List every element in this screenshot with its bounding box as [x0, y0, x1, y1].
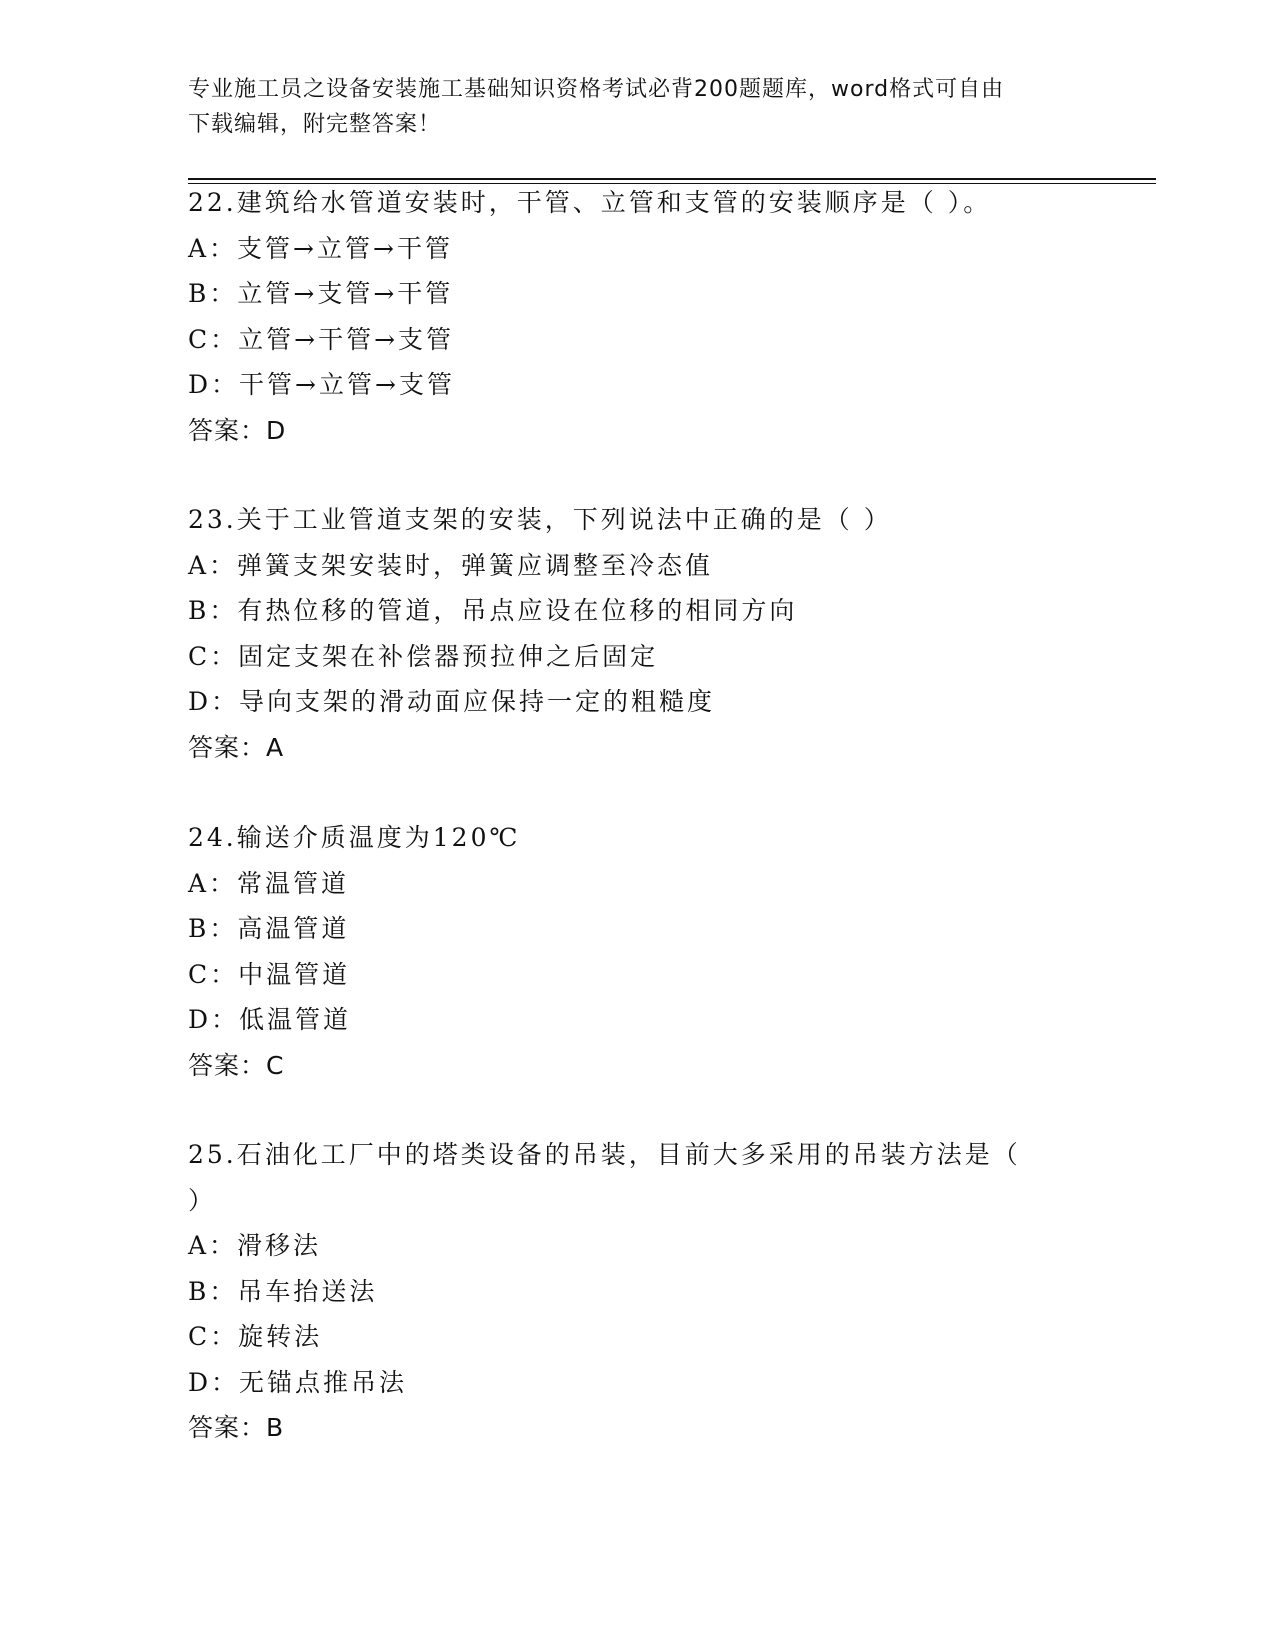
question-22	[188, 180, 1088, 453]
question-25	[188, 1132, 1088, 1451]
document-header	[188, 72, 1088, 142]
question-24	[188, 815, 1088, 1088]
header-line-2: 下载编辑，附完整答案！	[188, 112, 442, 137]
question-stem: 23.关于工业管道支架的安装，下列说法中正确的是（ ）	[188, 505, 892, 534]
question-stem: 22.建筑给水管道安装时，干管、立管和支管的安装顺序是（ ）。	[188, 188, 992, 217]
option-a: A：常温管道	[188, 868, 350, 898]
option-d: D：干管→立管→支管	[188, 370, 455, 399]
option-d: D：低温管道	[188, 1005, 352, 1034]
option-a: A：滑移法	[188, 1231, 322, 1260]
option-d: D：无锚点推吊法	[188, 1367, 408, 1397]
option-b: B：高温管道	[188, 914, 350, 943]
option-b: B：立管→支管→干管	[188, 279, 454, 308]
option-c: C：立管→干管→支管	[188, 324, 455, 354]
answer-text: 答案：C	[188, 1050, 285, 1080]
option-b: B：有热位移的管道，吊点应设在位移的相同方向	[188, 596, 798, 625]
question-23	[188, 497, 1088, 770]
answer-text: 答案：B	[188, 1413, 285, 1442]
question-stem: 25.石油化工厂中的塔类设备的吊装，目前大多采用的吊装方法是（	[188, 1140, 1021, 1169]
option-d: D：导向支架的滑动面应保持一定的粗糙度	[188, 687, 716, 716]
answer-text: 答案：D	[188, 415, 287, 445]
option-c: C：固定支架在补偿器预拉伸之后固定	[188, 641, 659, 671]
question-stem: 24.输送介质温度为120℃	[188, 823, 521, 852]
question-stem-continued: ）	[188, 1185, 217, 1215]
option-b: B：吊车抬送法	[188, 1276, 378, 1306]
option-c: C：旋转法	[188, 1322, 323, 1351]
header-line-1: 专业施工员之设备安装施工基础知识资格考试必背200题题库，word格式可自由	[188, 77, 1005, 102]
option-a: A：支管→立管→干管	[188, 233, 453, 263]
answer-text: 答案：A	[188, 732, 285, 762]
option-c: C：中温管道	[188, 959, 351, 989]
option-a: A：弹簧支架安装时，弹簧应调整至冷态值	[188, 550, 714, 580]
